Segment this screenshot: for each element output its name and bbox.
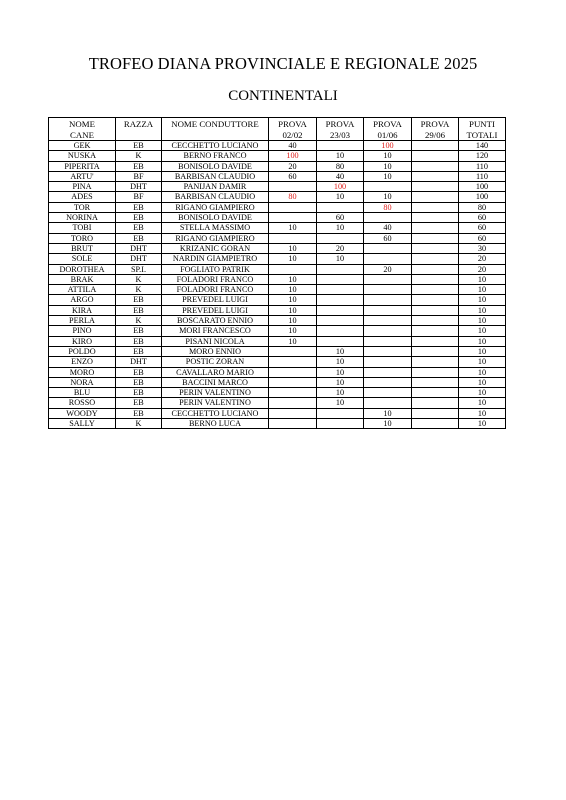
table-row (49, 326, 506, 336)
cell-nome-cane: NORINA (49, 213, 116, 223)
cell-nome-cane: SOLE (49, 254, 116, 264)
cell-prova-3: 60 (364, 233, 412, 243)
cell-conduttore: BARBISAN CLAUDIO (162, 171, 269, 181)
table-row (49, 295, 506, 305)
cell-prova-1 (269, 377, 317, 387)
cell-prova-4 (412, 367, 459, 377)
cell-prova-2: 80 (317, 161, 364, 171)
cell-prova-3: 10 (364, 161, 412, 171)
section-title: CONTINENTALI (228, 88, 338, 104)
cell-punti-totali: 10 (459, 316, 506, 326)
cell-prova-2 (317, 295, 364, 305)
cell-punti-totali: 10 (459, 377, 506, 387)
cell-prova-2 (317, 305, 364, 315)
header-prova-2: PROVA 23/03 (317, 118, 364, 141)
cell-prova-4 (412, 243, 459, 253)
cell-prova-1 (269, 202, 317, 212)
cell-prova-1 (269, 388, 317, 398)
cell-prova-4 (412, 357, 459, 367)
cell-prova-4 (412, 419, 459, 429)
table-row (49, 367, 506, 377)
cell-prova-1: 10 (269, 336, 317, 346)
cell-prova-3: 10 (364, 171, 412, 181)
cell-razza: DHT (116, 243, 162, 253)
cell-punti-totali: 10 (459, 419, 506, 429)
cell-conduttore: CECCHETTO LUCIANO (162, 408, 269, 418)
header-prova-1: PROVA 02/02 (269, 118, 317, 141)
cell-prova-4 (412, 274, 459, 284)
cell-conduttore: PERIN VALENTINO (162, 398, 269, 408)
cell-prova-1: 60 (269, 171, 317, 181)
cell-prova-1: 10 (269, 316, 317, 326)
cell-razza: K (116, 419, 162, 429)
table-row (49, 141, 506, 151)
header-punti-totali: PUNTI TOTALI (459, 118, 506, 141)
cell-prova-1 (269, 398, 317, 408)
table-row (49, 274, 506, 284)
cell-conduttore: BERNO LUCA (162, 419, 269, 429)
cell-razza: EB (116, 295, 162, 305)
cell-razza: SP.I. (116, 264, 162, 274)
table-row (49, 316, 506, 326)
header-prova-4: PROVA 29/06 (412, 118, 459, 141)
cell-prova-4 (412, 295, 459, 305)
cell-razza: DHT (116, 182, 162, 192)
cell-prova-3 (364, 346, 412, 356)
cell-razza: DHT (116, 357, 162, 367)
cell-conduttore: FOGLIATO PATRIK (162, 264, 269, 274)
cell-razza: EB (116, 326, 162, 336)
cell-nome-cane: KIRA (49, 305, 116, 315)
table-row (49, 398, 506, 408)
cell-punti-totali: 110 (459, 161, 506, 171)
cell-prova-2: 40 (317, 171, 364, 181)
cell-prova-3 (364, 388, 412, 398)
cell-razza: BF (116, 171, 162, 181)
cell-punti-totali: 10 (459, 346, 506, 356)
cell-prova-3: 10 (364, 408, 412, 418)
cell-conduttore: BOSCARATO ENNIO (162, 316, 269, 326)
cell-conduttore: BONISOLO DAVIDE (162, 213, 269, 223)
cell-prova-3 (364, 254, 412, 264)
cell-prova-3 (364, 316, 412, 326)
cell-prova-2: 10 (317, 357, 364, 367)
cell-prova-3: 20 (364, 264, 412, 274)
cell-prova-3: 10 (364, 151, 412, 161)
header-prova-3: PROVA 01/06 (364, 118, 412, 141)
cell-razza: EB (116, 408, 162, 418)
cell-prova-1 (269, 357, 317, 367)
cell-conduttore: NARDIN GIAMPIETRO (162, 254, 269, 264)
cell-prova-1: 80 (269, 192, 317, 202)
cell-conduttore: MORO ENNIO (162, 346, 269, 356)
cell-conduttore: CECCHETTO LUCIANO (162, 141, 269, 151)
cell-prova-4 (412, 346, 459, 356)
cell-punti-totali: 10 (459, 388, 506, 398)
header-nome-cane: NOME CANE (49, 118, 116, 141)
table-row (49, 264, 506, 274)
cell-nome-cane: NUSKA (49, 151, 116, 161)
cell-conduttore: BONISOLO DAVIDE (162, 161, 269, 171)
table-row (49, 346, 506, 356)
cell-razza: EB (116, 141, 162, 151)
cell-prova-4 (412, 254, 459, 264)
cell-prova-4 (412, 285, 459, 295)
cell-prova-4 (412, 377, 459, 387)
cell-prova-3 (364, 326, 412, 336)
header-razza: RAZZA (116, 118, 162, 141)
cell-nome-cane: ROSSO (49, 398, 116, 408)
cell-punti-totali: 100 (459, 182, 506, 192)
cell-prova-4 (412, 192, 459, 202)
cell-razza: EB (116, 305, 162, 315)
cell-nome-cane: MORO (49, 367, 116, 377)
cell-prova-4 (412, 264, 459, 274)
cell-nome-cane: PINO (49, 326, 116, 336)
cell-prova-4 (412, 171, 459, 181)
cell-conduttore: BARBISAN CLAUDIO (162, 192, 269, 202)
header-nome-conduttore: NOME CONDUTTORE (162, 118, 269, 141)
table-row (49, 161, 506, 171)
cell-prova-3 (364, 367, 412, 377)
cell-prova-1 (269, 213, 317, 223)
cell-razza: DHT (116, 254, 162, 264)
cell-punti-totali: 20 (459, 264, 506, 274)
cell-prova-3 (364, 213, 412, 223)
cell-prova-2 (317, 233, 364, 243)
cell-prova-2 (317, 274, 364, 284)
standings-table (48, 117, 506, 429)
cell-nome-cane: POLDO (49, 346, 116, 356)
table-row (49, 223, 506, 233)
cell-punti-totali: 110 (459, 171, 506, 181)
cell-prova-2 (317, 264, 364, 274)
cell-punti-totali: 30 (459, 243, 506, 253)
cell-prova-2: 20 (317, 243, 364, 253)
cell-punti-totali: 60 (459, 213, 506, 223)
cell-prova-1: 10 (269, 223, 317, 233)
cell-prova-2: 10 (317, 377, 364, 387)
cell-prova-3 (364, 305, 412, 315)
cell-punti-totali: 10 (459, 305, 506, 315)
table-row (49, 408, 506, 418)
cell-punti-totali: 10 (459, 398, 506, 408)
page-title: TROFEO DIANA PROVINCIALE E REGIONALE 2025 (88, 54, 478, 73)
cell-prova-3: 80 (364, 202, 412, 212)
cell-nome-cane: WOODY (49, 408, 116, 418)
cell-punti-totali: 10 (459, 357, 506, 367)
cell-prova-2: 10 (317, 388, 364, 398)
cell-punti-totali: 10 (459, 285, 506, 295)
cell-conduttore: FOLADORI FRANCO (162, 274, 269, 284)
cell-razza: EB (116, 336, 162, 346)
cell-conduttore: POSTIC ZORAN (162, 357, 269, 367)
table-row (49, 285, 506, 295)
cell-prova-1 (269, 182, 317, 192)
cell-punti-totali: 10 (459, 408, 506, 418)
cell-conduttore: CAVALLARO MARIO (162, 367, 269, 377)
cell-prova-1 (269, 346, 317, 356)
cell-prova-3 (364, 336, 412, 346)
table-row (49, 151, 506, 161)
table-row (49, 377, 506, 387)
cell-prova-4 (412, 326, 459, 336)
cell-prova-3: 40 (364, 223, 412, 233)
cell-prova-1: 10 (269, 326, 317, 336)
cell-nome-cane: TOBI (49, 223, 116, 233)
cell-prova-2 (317, 408, 364, 418)
cell-punti-totali: 10 (459, 295, 506, 305)
cell-prova-3 (364, 243, 412, 253)
cell-prova-3 (364, 295, 412, 305)
cell-prova-4 (412, 182, 459, 192)
cell-razza: EB (116, 233, 162, 243)
cell-prova-1: 10 (269, 305, 317, 315)
cell-prova-4 (412, 316, 459, 326)
cell-prova-4 (412, 151, 459, 161)
cell-prova-4 (412, 161, 459, 171)
cell-nome-cane: TOR (49, 202, 116, 212)
cell-razza: EB (116, 202, 162, 212)
cell-prova-4 (412, 141, 459, 151)
cell-razza: EB (116, 346, 162, 356)
cell-nome-cane: PERLA (49, 316, 116, 326)
cell-prova-1: 100 (269, 151, 317, 161)
cell-prova-1 (269, 233, 317, 243)
cell-razza: EB (116, 213, 162, 223)
cell-prova-2: 10 (317, 223, 364, 233)
cell-conduttore: BERNO FRANCO (162, 151, 269, 161)
cell-prova-4 (412, 408, 459, 418)
cell-punti-totali: 10 (459, 274, 506, 284)
cell-prova-3 (364, 377, 412, 387)
cell-prova-1 (269, 367, 317, 377)
cell-prova-1: 20 (269, 161, 317, 171)
cell-conduttore: RIGANO GIAMPIERO (162, 202, 269, 212)
table-row (49, 243, 506, 253)
cell-nome-cane: ATTILA (49, 285, 116, 295)
cell-punti-totali: 20 (459, 254, 506, 264)
table-body (49, 141, 506, 429)
cell-prova-1 (269, 408, 317, 418)
cell-nome-cane: ADES (49, 192, 116, 202)
cell-conduttore: MORI FRANCESCO (162, 326, 269, 336)
cell-nome-cane: PINA (49, 182, 116, 192)
cell-conduttore: KRIZANIC GORAN (162, 243, 269, 253)
cell-prova-1 (269, 264, 317, 274)
cell-nome-cane: ARTU' (49, 171, 116, 181)
cell-prova-2 (317, 419, 364, 429)
cell-prova-4 (412, 336, 459, 346)
cell-prova-3: 100 (364, 141, 412, 151)
cell-prova-1 (269, 419, 317, 429)
cell-razza: EB (116, 223, 162, 233)
cell-prova-1: 10 (269, 274, 317, 284)
cell-conduttore: BACCINI MARCO (162, 377, 269, 387)
cell-nome-cane: SALLY (49, 419, 116, 429)
header-row (49, 118, 506, 141)
table-row (49, 213, 506, 223)
cell-conduttore: PISANI NICOLA (162, 336, 269, 346)
table-row (49, 254, 506, 264)
cell-prova-2: 60 (317, 213, 364, 223)
cell-prova-2 (317, 336, 364, 346)
cell-conduttore: PERIN VALENTINO (162, 388, 269, 398)
cell-punti-totali: 100 (459, 192, 506, 202)
cell-prova-2 (317, 141, 364, 151)
cell-prova-2: 100 (317, 182, 364, 192)
cell-punti-totali: 80 (459, 202, 506, 212)
cell-nome-cane: PIPERITA (49, 161, 116, 171)
cell-prova-2 (317, 285, 364, 295)
cell-punti-totali: 60 (459, 233, 506, 243)
cell-nome-cane: BRAK (49, 274, 116, 284)
cell-razza: EB (116, 398, 162, 408)
table-row (49, 233, 506, 243)
cell-punti-totali: 10 (459, 367, 506, 377)
cell-prova-2: 10 (317, 367, 364, 377)
cell-prova-3 (364, 274, 412, 284)
cell-razza: K (116, 316, 162, 326)
cell-punti-totali: 120 (459, 151, 506, 161)
cell-nome-cane: NORA (49, 377, 116, 387)
cell-prova-4 (412, 233, 459, 243)
cell-conduttore: FOLADORI FRANCO (162, 285, 269, 295)
table-row (49, 336, 506, 346)
cell-razza: K (116, 274, 162, 284)
cell-nome-cane: DOROTHEA (49, 264, 116, 274)
cell-conduttore: RIGANO GIAMPIERO (162, 233, 269, 243)
cell-razza: EB (116, 377, 162, 387)
cell-prova-2: 10 (317, 192, 364, 202)
table-row (49, 388, 506, 398)
cell-punti-totali: 10 (459, 326, 506, 336)
cell-prova-1: 40 (269, 141, 317, 151)
cell-prova-3 (364, 285, 412, 295)
cell-prova-2: 10 (317, 254, 364, 264)
cell-razza: K (116, 151, 162, 161)
cell-prova-3 (364, 182, 412, 192)
cell-prova-4 (412, 388, 459, 398)
table-row (49, 419, 506, 429)
cell-prova-4 (412, 223, 459, 233)
cell-prova-3: 10 (364, 419, 412, 429)
cell-nome-cane: GEK (49, 141, 116, 151)
cell-prova-2 (317, 316, 364, 326)
cell-razza: EB (116, 367, 162, 377)
cell-prova-1: 10 (269, 254, 317, 264)
cell-nome-cane: BRUT (49, 243, 116, 253)
cell-prova-3: 10 (364, 192, 412, 202)
table-row (49, 192, 506, 202)
cell-prova-2: 10 (317, 398, 364, 408)
cell-nome-cane: KIRO (49, 336, 116, 346)
table-row (49, 202, 506, 212)
cell-nome-cane: BLU (49, 388, 116, 398)
cell-prova-4 (412, 305, 459, 315)
cell-punti-totali: 140 (459, 141, 506, 151)
table-row (49, 357, 506, 367)
cell-nome-cane: TORO (49, 233, 116, 243)
cell-razza: BF (116, 192, 162, 202)
cell-razza: K (116, 285, 162, 295)
cell-prova-4 (412, 202, 459, 212)
cell-prova-2 (317, 326, 364, 336)
cell-prova-3 (364, 357, 412, 367)
cell-prova-2 (317, 202, 364, 212)
table-row (49, 305, 506, 315)
cell-conduttore: PREVEDEL LUIGI (162, 295, 269, 305)
cell-razza: EB (116, 161, 162, 171)
cell-prova-1: 10 (269, 295, 317, 305)
cell-conduttore: PREVEDEL LUIGI (162, 305, 269, 315)
cell-punti-totali: 60 (459, 223, 506, 233)
cell-prova-1: 10 (269, 285, 317, 295)
table-row (49, 171, 506, 181)
cell-conduttore: STELLA MASSIMO (162, 223, 269, 233)
cell-prova-4 (412, 213, 459, 223)
cell-prova-2: 10 (317, 346, 364, 356)
cell-punti-totali: 10 (459, 336, 506, 346)
cell-nome-cane: ENZO (49, 357, 116, 367)
table-row (49, 182, 506, 192)
cell-conduttore: PANIJAN DAMIR (162, 182, 269, 192)
cell-razza: EB (116, 388, 162, 398)
cell-prova-1: 10 (269, 243, 317, 253)
cell-prova-4 (412, 398, 459, 408)
cell-prova-2: 10 (317, 151, 364, 161)
cell-nome-cane: ARGO (49, 295, 116, 305)
cell-prova-3 (364, 398, 412, 408)
